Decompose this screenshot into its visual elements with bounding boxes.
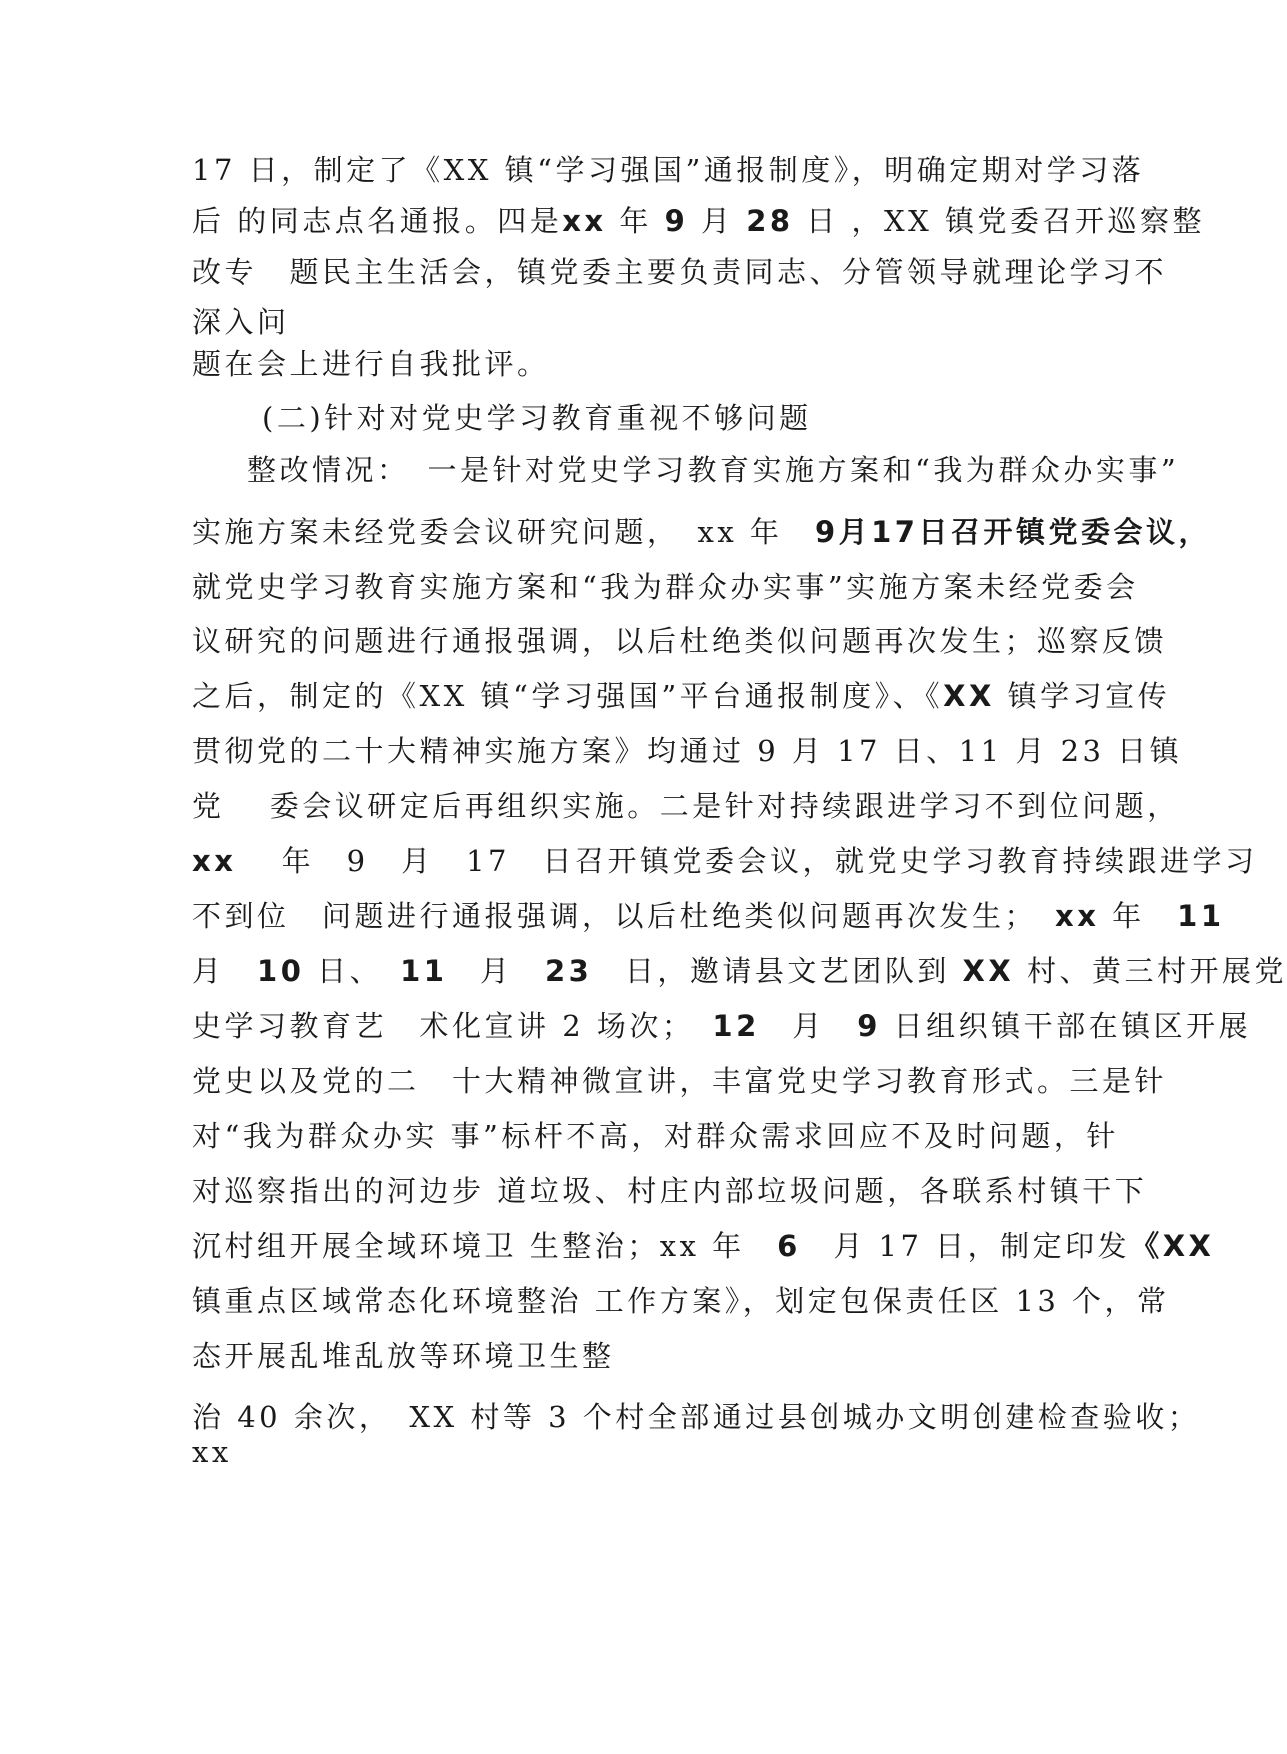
paragraph-line: xx 年 9 月 17 日召开镇党委会议，就党史学习教育持续跟进学习 — [192, 844, 1258, 878]
paragraph-line: 之后，制定的《XX 镇“学习强国”平台通报制度》、《XX 镇学习宣传 — [192, 679, 1171, 713]
paragraph-line: 月 10 日、 11 月 23 日，邀请县文艺团队到 XX 村、黄三村开展党 — [192, 954, 1287, 988]
paragraph-line: 对巡察指出的河边步 道垃圾、村庄内部垃圾问题，各联系村镇干下 — [192, 1174, 1148, 1208]
paragraph-line: 沉村组开展全域环境卫 生整治；xx 年 6 月 17 日，制定印发《XX — [192, 1229, 1215, 1263]
paragraph-line: 镇重点区域常态化环境整治 工作方案》，划定包保责任区 13 个，常 — [192, 1284, 1170, 1318]
paragraph-line: 就党史学习教育实施方案和“我为群众办实事”实施方案未经党委会 — [192, 570, 1139, 604]
paragraph-line: 实施方案未经党委会议研究问题， xx 年 9月17日召开镇党委会议， — [192, 515, 1211, 549]
paragraph-line: 对“我为群众办实 事”标杆不高，对群众需求回应不及时问题，针 — [192, 1119, 1119, 1153]
paragraph-line: 史学习教育艺 术化宣讲 2 场次； 12 月 9 日组织镇干部在镇区开展 — [192, 1009, 1252, 1043]
paragraph-line: 贯彻党的二十大精神实施方案》均通过 9 月 17 日、11 月 23 日镇 — [192, 734, 1183, 768]
paragraph-line: 治 40 余次， XX 村等 3 个村全部通过县创城办文明创建检查验收； — [192, 1400, 1201, 1434]
paragraph-line: 改专 题民主生活会，镇党委主要负责同志、分管领导就理论学习不 — [192, 255, 1168, 289]
paragraph-line: 17 日，制定了《XX 镇“学习强国”通报制度》，明确定期对学习落 — [192, 153, 1145, 187]
paragraph-line: 不到位 问题进行通报强调，以后杜绝类似问题再次发生； xx 年 11 — [192, 899, 1225, 933]
paragraph-line: 态开展乱堆乱放等环境卫生整 — [192, 1339, 615, 1373]
paragraph-line: 深入问 — [192, 305, 290, 339]
paragraph-line: 党 委会议研定后再组织实施。二是针对持续跟进学习不到位问题， — [192, 789, 1180, 823]
section-heading: (二)针对对党史学习教育重视不够问题 — [262, 401, 812, 435]
paragraph-line: 后 的同志点名通报。四是xx 年 9 月 28 日 ，XX 镇党委召开巡察整 — [192, 204, 1206, 238]
paragraph-line: 党史以及党的二 十大精神微宣讲，丰富党史学习教育形式。三是针 — [192, 1064, 1168, 1098]
paragraph-line: 题在会上进行自我批评。 — [192, 347, 550, 381]
paragraph-line: xx — [192, 1435, 232, 1469]
paragraph-line: 议研究的问题进行通报强调，以后杜绝类似问题再次发生；巡察反馈 — [192, 624, 1168, 658]
paragraph-line: 整改情况： 一是针对党史学习教育实施方案和“我为群众办实事” — [247, 453, 1180, 487]
